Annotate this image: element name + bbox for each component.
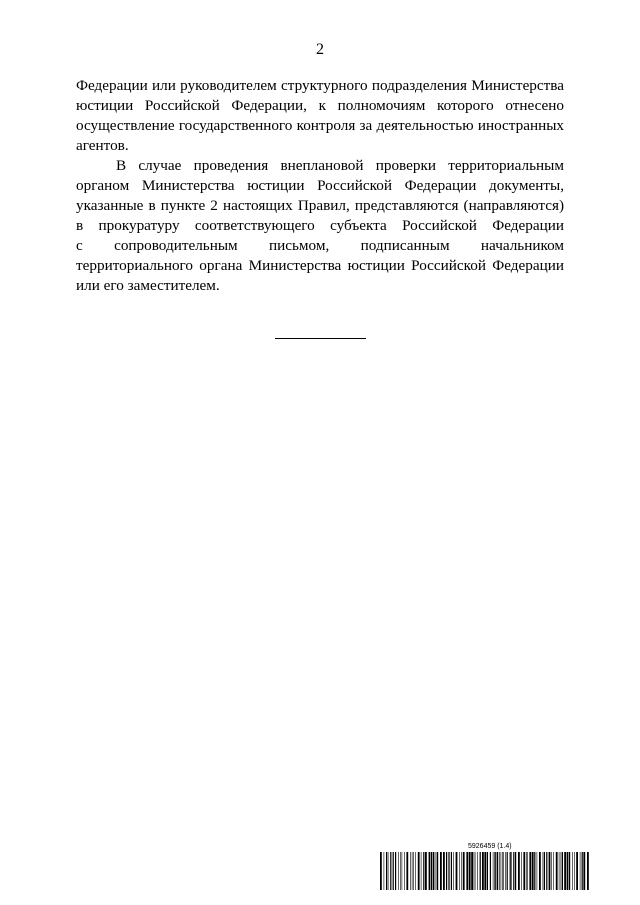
text-line: агентов. bbox=[76, 137, 129, 154]
barcode-caption: 5926459 (1.4) bbox=[468, 843, 512, 850]
barcode-graphic bbox=[380, 852, 590, 890]
paragraph-2 bbox=[76, 156, 564, 296]
text-line: указанные в пункте 2 настоящих Правил, представляются (направляются) bbox=[76, 197, 564, 214]
text-line: или его заместителем. bbox=[76, 277, 220, 294]
text-line: с сопроводительным письмом, подписанным начальником bbox=[76, 237, 564, 254]
text-line: юстиции Российской Федерации, к полномочиям которого отнесено bbox=[76, 97, 564, 114]
text-line: территориального органа Министерства юстиции Российской Федерации bbox=[76, 257, 564, 274]
text-line: осуществление государственного контроля за деятельностью иностранных bbox=[76, 117, 564, 134]
paragraph-1 bbox=[76, 76, 564, 156]
text-line: Федерации или руководителем структурного подразделения Министерства bbox=[76, 77, 564, 94]
text-line: органом Министерства юстиции Российской Федерации документы, bbox=[76, 177, 564, 194]
body-text bbox=[76, 76, 564, 296]
text-line: В случае проведения внеплановой проверки территориальным bbox=[116, 157, 564, 174]
text-line: в прокуратуру соответствующего субъекта Российской Федерации bbox=[76, 217, 564, 234]
page-number: 2 bbox=[316, 41, 324, 58]
end-of-document-rule bbox=[275, 338, 366, 339]
